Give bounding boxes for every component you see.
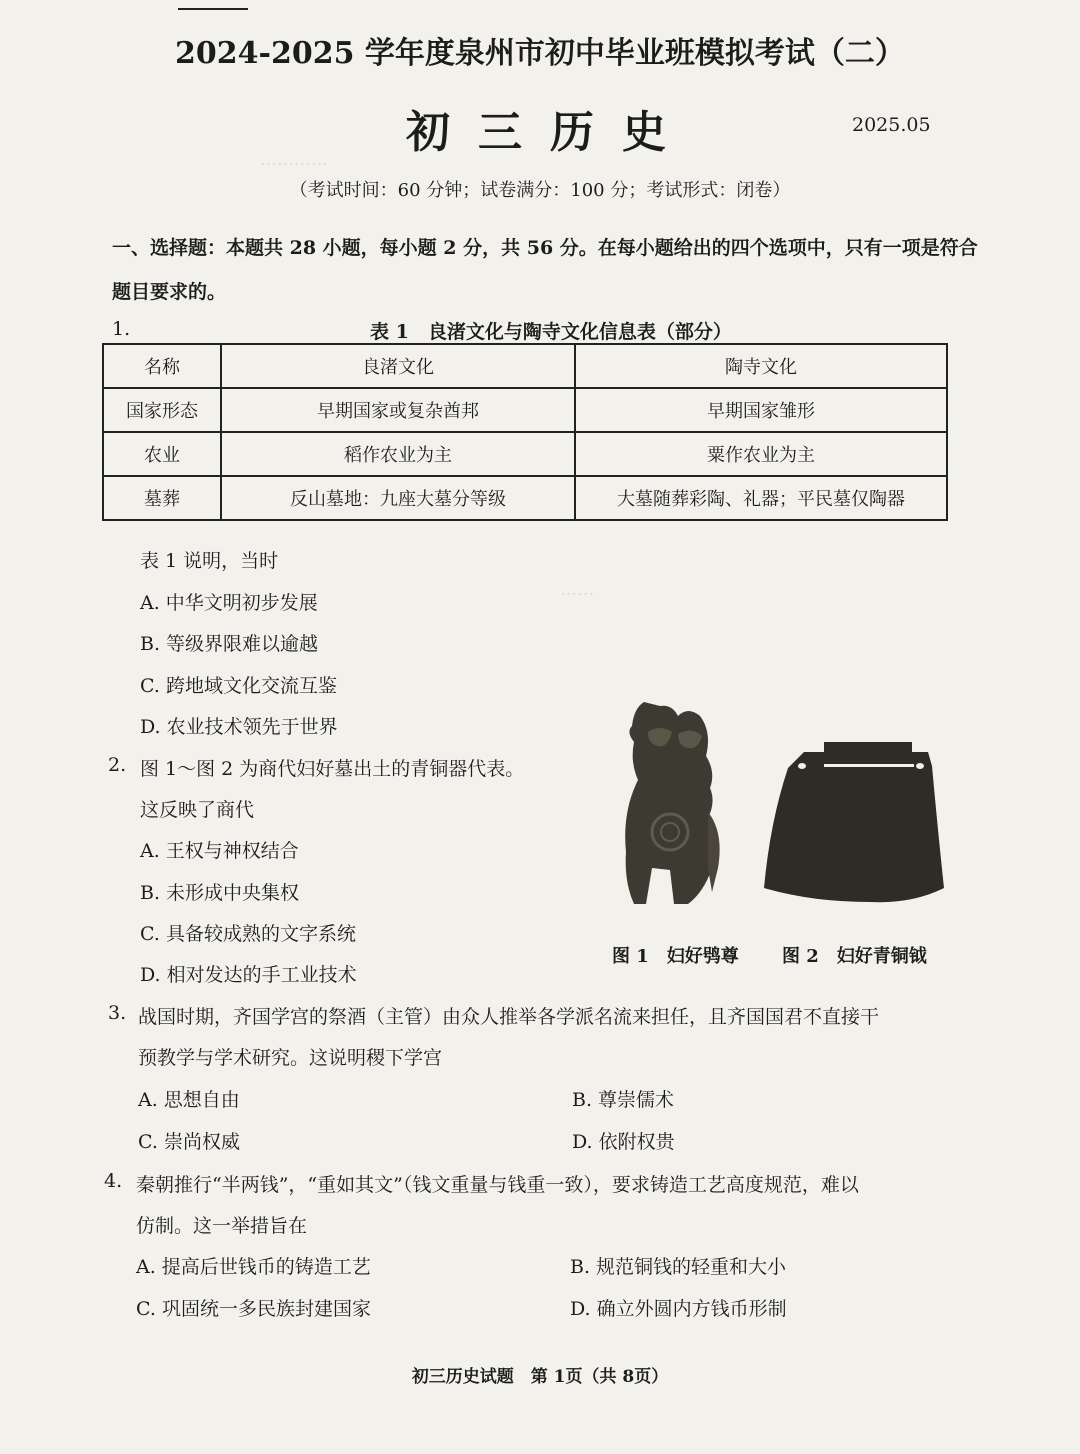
question-number: 3. [108,1002,127,1024]
bronze-figures [612,692,952,932]
exam-meta: （考试时间：60 分钟；试卷满分：100 分；考试形式：闭卷） [289,180,791,201]
question-stem: 秦朝推行“半两钱”，“重如其文”（钱文重量与钱重一致），要求铸造工艺高度规范，难以 [136,1174,859,1196]
option-d: D. 农业技术领先于世界 [140,716,338,738]
question-stem: 预教学与学术研究。这说明稷下学宫 [138,1047,443,1069]
option-c: C. 巩固统一多民族封建国家 [136,1298,371,1320]
option-b: B. 规范铜钱的轻重和大小 [570,1256,787,1278]
table-header-cell: 名称 [103,344,221,388]
table-header-cell: 良渚文化 [221,344,575,388]
option-a: A. 王权与神权结合 [140,840,299,862]
table-cell: 稻作农业为主 [221,432,575,476]
exam-title: 2024-2025 学年度泉州市初中毕业班模拟考试（二） [175,36,905,71]
question-stem: 这反映了商代 [140,799,255,821]
question-stem: 表 1 说明，当时 [140,550,279,572]
question-stem: 图 1～图 2 为商代妇好墓出土的青铜器代表。 [140,758,525,780]
option-b: B. 等级界限难以逾越 [140,633,319,655]
top-rule [178,8,248,10]
table-cell: 早期国家雏形 [575,388,947,432]
option-c: C. 崇尚权威 [138,1131,240,1153]
page-footer: 初三历史试题 第 1页（共 8页） [411,1367,669,1387]
option-a: A. 思想自由 [138,1089,240,1111]
question-stem: 仿制。这一举措旨在 [136,1215,308,1237]
table-cell: 国家形态 [103,388,221,432]
section-heading: 一、选择题：本题共 28 小题，每小题 2 分，共 56 分。在每小题给出的四个选项中，只有一项是符合题目要求的。 [112,237,978,303]
table-row [103,476,947,520]
table-header-cell: 陶寺文化 [575,344,947,388]
table-header-row [103,344,947,388]
figure-1-caption: 图 1 妇好鸮尊 [612,946,739,967]
bleed-through-text: …… [560,580,594,600]
table-row [103,388,947,432]
bronze-yue-image [764,742,944,902]
table-cell: 墓葬 [103,476,221,520]
exam-date: 2025.05 [852,114,931,136]
question-stem: 战国时期，齐国学宫的祭酒（主管）由众人推举各学派名流来担任，且齐国国君不直接干 [138,1006,880,1028]
option-d: D. 相对发达的手工业技术 [140,964,357,986]
option-b: B. 未形成中央集权 [140,882,300,904]
question-number: 2. [108,754,127,776]
table-cell: 粟作农业为主 [575,432,947,476]
option-d: D. 确立外圆内方钱币形制 [570,1298,787,1320]
bleed-through-text: ………… [260,150,328,170]
question-number: 1. [112,318,131,340]
table-cell: 大墓随葬彩陶、礼器；平民墓仅陶器 [575,476,947,520]
subject-title: 初三历史 [406,107,694,158]
figure-2-caption: 图 2 妇好青铜钺 [782,946,927,967]
owl-zun-image [625,702,719,904]
question-number: 4. [104,1170,123,1192]
table-cell: 早期国家或复杂酋邦 [221,388,575,432]
culture-info-table [102,343,948,521]
option-c: C. 跨地域文化交流互鉴 [140,675,337,697]
table-row [103,432,947,476]
table-cell: 反山墓地：九座大墓分等级 [221,476,575,520]
option-d: D. 依附权贵 [572,1131,675,1153]
option-b: B. 尊崇儒术 [572,1089,675,1111]
table-cell: 农业 [103,432,221,476]
option-c: C. 具备较成熟的文字系统 [140,923,356,945]
option-a: A. 中华文明初步发展 [140,592,318,614]
option-a: A. 提高后世钱币的铸造工艺 [136,1256,371,1278]
table-caption: 表 1 良渚文化与陶寺文化信息表（部分） [370,321,732,343]
